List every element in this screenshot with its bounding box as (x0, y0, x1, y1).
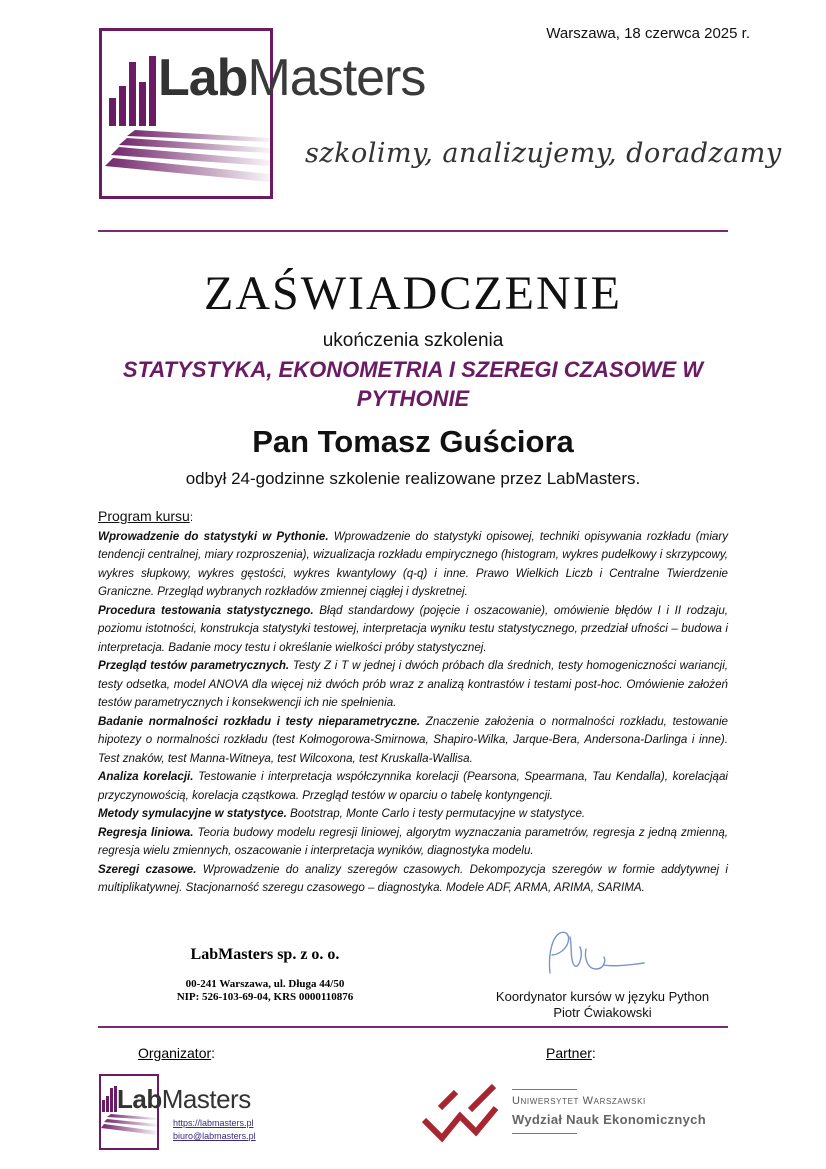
organizer-logo-lab: Lab (117, 1084, 162, 1114)
program-item (98, 713, 728, 769)
program-item (98, 657, 728, 713)
course-name: STATYSTYKA, EKONOMETRIA I SZEREGI CZASOWE W PYTHONIE (122, 357, 704, 411)
document-date: Warszawa, 18 czerwca 2025 r. (546, 25, 750, 42)
partner-faculty: Wydział Nauk Ekonomicznych (512, 1112, 706, 1127)
program-heading-row (98, 507, 728, 528)
partner-top-rule (512, 1089, 577, 1090)
program-item-text: Znaczenie założenia o normalności rozkładu, testowanie hipotezy o normalności rozkładu (test Kołmogorowa-Smirnowa, Shapiro-Wilka, Jarque-Bera, Andersona-Darlinga i inne). Test znaków, test Manna-Witneya, test Wilcoxona, test Kruskalla-Wallisa. (98, 714, 728, 765)
partner-university: Uniwersytet Warszawski (512, 1095, 646, 1107)
course-program (98, 507, 728, 898)
program-item-text: Testy Z i T w jednej i dwóch próbach dla średnich, testy homogeniczności wariancji, testy odsetka, model ANOVA dla więcej niż dwóch prób wraz z analizą kontrastów i testami post-hoc. Omówienie założeń testów parametrycznych i konsekwencji ich nie spełnienia. (98, 659, 728, 709)
program-item (98, 824, 728, 861)
program-heading-colon: : (189, 511, 194, 524)
company-stamp-name: LabMasters sp. z o. o. (190, 946, 340, 963)
completion-description: odbył 24-godzinne szkolenie realizowane przez LabMasters. (185, 469, 641, 488)
organizer-label-row (138, 1045, 215, 1063)
organizer-label: Organizator (138, 1045, 212, 1061)
organizer-links (173, 1117, 256, 1143)
website-link[interactable]: https://labmasters.pl (173, 1118, 254, 1128)
university-logo-icon (420, 1080, 500, 1146)
stamp-ids: NIP: 526-103-69-04, KRS 0000110876 (176, 991, 354, 1003)
tagline: szkolimy, analizujemy, doradzamy (305, 138, 782, 169)
partner-label: Partner (546, 1045, 592, 1061)
program-heading: Program kursu (98, 508, 190, 524)
stamp-address: 00-241 Warszawa, ul. Długa 44/50 (185, 978, 345, 990)
program-item-text: Błąd standardowy (pojęcie i oszacowanie), omówienie błędów I i II rodzaju, poziomu istotności, konstrukcja statystyki testowej, interpretacja wyniku testu statystycznego, przedział ufności – budowa i interpretacja. Badanie mocy testu i określanie wielkości próby statystycznej. (98, 603, 728, 654)
program-item-text: Bootstrap, Monte Carlo i testy permutacyjne w statystyce. (286, 807, 586, 820)
program-item (98, 528, 728, 602)
program-item (98, 861, 728, 898)
logo-wordmark (158, 48, 425, 108)
organizer-logo-masters: Masters (161, 1084, 251, 1114)
program-item-title: Procedura testowania statystycznego. (98, 603, 314, 617)
program-item-text: Teoria budowy modelu regresji liniowej, algorytm wyznaczania parametrów, regresja z jedną zmienną, regresja wielu zmiennych, oszacowanie i interpretacja wyników, diagnostyka modelu. (98, 825, 728, 857)
company-stamp-details (150, 978, 380, 1004)
program-item-text: Wprowadzenie do analizy szeregów czasowych. Dekompozycja szeregów w formie addytywnej i multiplikatywnej. Stacjonarność szeregu czasowego – diagnostyka. Modele ADF, ARMA, ARIMA, SARIMA. (98, 862, 728, 894)
program-item-text: Testowanie i interpretacja współczynnika korelacji (Pearsona, Spearmana, Tau Kendalla), korelacjąai przyczynowością, korelacja cząstkowa. Przegląd testów w oparciu o tabelę kontyngencji. (98, 770, 728, 802)
signatory-role: Koordynator kursów w języku Python (495, 989, 710, 1004)
program-item-title: Przegląd testów parametrycznych. (98, 659, 290, 672)
program-item-title: Wprowadzenie do statystyki w Pythonie. (98, 529, 329, 543)
organizer-label-colon: : (211, 1045, 216, 1061)
program-item-title: Szeregi czasowe. (98, 862, 197, 876)
partner-label-row (546, 1045, 596, 1063)
certificate-title: ZAŚWIADCZENIE (204, 267, 622, 320)
program-item-title: Badanie normalności rozkładu i testy nieparametryczne. (98, 714, 421, 728)
program-item (98, 602, 728, 658)
signatory-name: Piotr Ćwiakowski (553, 1005, 652, 1020)
partner-bottom-rule (512, 1133, 577, 1134)
header-divider (98, 230, 728, 232)
signature-icon (540, 925, 650, 980)
partner-label-colon: : (591, 1045, 596, 1061)
signatory (470, 989, 735, 1021)
footer-divider (98, 1026, 728, 1028)
organizer-logo-wordmark (117, 1084, 251, 1115)
logo-lab: Lab (158, 49, 248, 107)
logo-masters: Masters (247, 49, 426, 107)
participant-name: Pan Tomasz Guściora (252, 424, 574, 459)
program-item (98, 768, 728, 805)
program-item-title: Regresja liniowa. (98, 825, 194, 839)
program-item-text: Wprowadzenie do statystyki opisowej, techniki opisywania rozkładu (miary tendencji centralnej, miary rozproszenia), wizualizacja rozkładu empirycznego (histogram, wykres pudełkowy i skrzypcowy, wykres słupkowy, wykres gęstości, wykres kwantylowy (q-q) i inne. Prawo Wielkich Liczb i Centralne Twierdzenie Graniczne. Przegląd wybranych rozkładów zmiennej ciągłej i dyskretnej. (98, 529, 729, 598)
program-item-title: Metody symulacyjne w statystyce. (98, 807, 287, 820)
email-link[interactable]: biuro@labmasters.pl (173, 1131, 256, 1141)
program-item-title: Analiza korelacji. (98, 770, 194, 783)
certificate-subtitle: ukończenia szkolenia (322, 330, 504, 351)
program-item (98, 805, 728, 824)
